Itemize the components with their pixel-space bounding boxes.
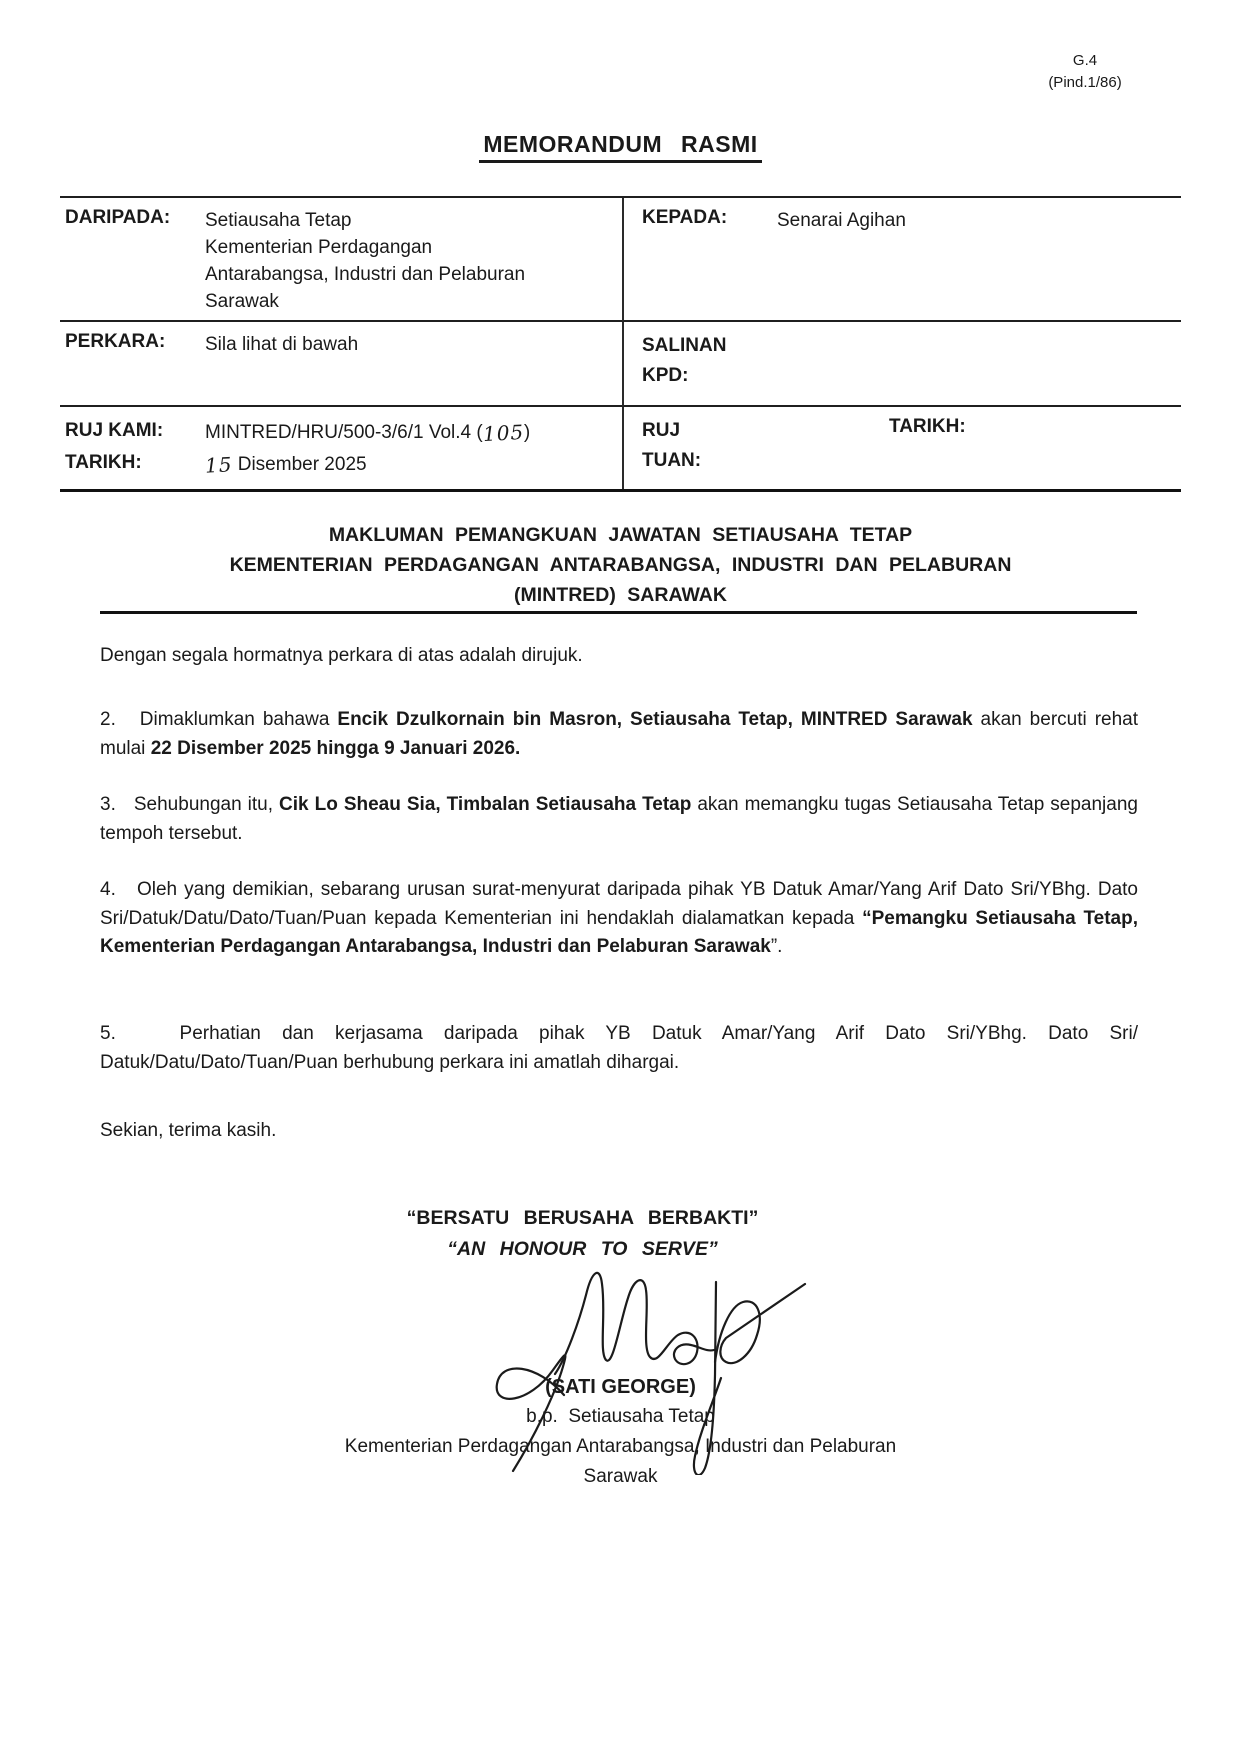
paragraph-2-bold: 22 Disember 2025 hingga 9 Januari 2026. — [150, 737, 521, 759]
cell-salinan-kpd — [622, 322, 1181, 407]
cell-ruj-tuan — [622, 407, 1181, 489]
paragraph-3 — [100, 791, 1138, 848]
paragraph-2-text: akan bercuti rehat mulai — [100, 709, 1138, 759]
ruj-kami-close-paren: ) — [523, 422, 531, 443]
ruj-kami-printed: MINTRED/HRU/500-3/6/1 Vol.4 ( — [205, 422, 483, 443]
ruj-kami-value — [205, 416, 530, 448]
perkara-value: Sila lihat di bawah — [205, 334, 359, 355]
ruj-tuan-label-line2: TUAN: — [642, 450, 702, 471]
motto — [0, 1203, 1165, 1265]
cell-daripada — [60, 198, 622, 322]
table-row-daripada-kepada — [60, 198, 1181, 322]
signed-for: b.p. Setiausaha Tetap — [526, 1406, 715, 1427]
paragraph-2-text: 2. Dimaklumkan bahawa — [100, 709, 338, 730]
daripada-line: Setiausaha Tetap — [205, 210, 352, 231]
daripada-line: Antarabangsa, Industri dan Pelaburan — [205, 264, 526, 285]
memo-header-table — [60, 196, 1181, 492]
subject-line: (MINTRED) SARAWAK — [514, 584, 727, 606]
document-title-wrap — [0, 131, 1241, 163]
org-line: Kementerian Perdagangan Antarabangsa, Industri dan Pelaburan — [344, 1436, 897, 1457]
paragraph-2-bold: Encik Dzulkornain bin Masron, Setiausaha Tetap, MINTRED Sarawak — [337, 709, 973, 730]
cell-perkara — [60, 322, 622, 407]
kepada-label: KEPADA: — [642, 207, 728, 228]
table-row-ruj-tarikh — [60, 407, 1181, 489]
daripada-line: Kementerian Perdagangan — [205, 237, 433, 258]
paragraph-4-text: 4. Oleh yang demikian, sebarang urusan surat-menyurat daripada pihak YB Datuk Amar/Yang Arif Dato Sri/YBhg. Dato Sri/Datuk/Datu/Dato/Tuan/Puan kepada Kementerian ini hendaklah dialamatkan kepada — [100, 879, 1138, 929]
motto-line-malay: “BERSATU BERUSAHA BERBAKTI” — [406, 1207, 759, 1229]
paragraph-4-bold: “Pemangku Setiausaha Tetap, Kementerian Perdagangan Antarabangsa, Industri dan Pelaburan Sarawak — [100, 907, 1138, 957]
subject-heading — [0, 520, 1241, 610]
cell-kepada — [622, 198, 1181, 322]
subject-line: MAKLUMAN PEMANGKUAN JAWATAN SETIAUSAHA TETAP — [328, 524, 913, 546]
cell-ruj-kami-tarikh — [60, 407, 622, 489]
salinan-label-line1: SALINAN — [642, 335, 727, 356]
paragraph-5: 5. Perhatian dan kerjasama daripada pihak YB Datuk Amar/Yang Arif Dato Sri/YBhg. Dato Sri/ Datuk/Datu/Dato/Tuan/Puan berhubung perkara ini amatlah dihargai. — [100, 1023, 1138, 1073]
form-revision: (Pind.1/86) — [1048, 74, 1122, 91]
subject-underline — [100, 611, 1137, 614]
perkara-label: PERKARA: — [65, 331, 166, 352]
paragraph-2 — [100, 706, 1138, 763]
salinan-label-line2: KPD: — [642, 365, 689, 386]
form-reference — [980, 50, 1190, 94]
ruj-kami-handwritten-number: 105 — [482, 419, 525, 447]
paragraph-3-bold: Cik Lo Sheau Sia, Timbalan Setiausaha Tetap — [279, 794, 692, 815]
paragraph-closing: Sekian, terima kasih. — [100, 1120, 277, 1141]
tarikh-handwritten-day: 15 — [204, 452, 234, 478]
daripada-value — [205, 207, 525, 315]
signature-icon — [467, 1260, 812, 1475]
org-line: Sarawak — [583, 1466, 658, 1487]
tarikh-label: TARIKH: — [65, 452, 142, 473]
document-title: MEMORANDUM RASMI — [479, 131, 761, 163]
ruj-kami-label: RUJ KAMI: — [65, 420, 164, 441]
paragraph-salutation: Dengan segala hormatnya perkara di atas adalah dirujuk. — [100, 645, 583, 666]
subject-line: KEMENTERIAN PERDAGANGAN ANTARABANGSA, INDUSTRI DAN PELABURAN — [229, 554, 1012, 576]
motto-line-english: “AN HONOUR TO SERVE” — [447, 1238, 718, 1260]
paragraph-3-text: akan memangku tugas Setiausaha Tetap sepanjang tempoh tersebut. — [100, 794, 1138, 844]
kepada-value: Senarai Agihan — [777, 210, 906, 231]
tarikh-value — [205, 448, 367, 480]
signatory-name: (SATI GEORGE) — [545, 1376, 696, 1398]
tarikh-tuan-label: TARIKH: — [889, 416, 966, 437]
paragraph-3-text: 3. Sehubungan itu, — [100, 794, 280, 815]
paragraph-4 — [100, 876, 1138, 962]
daripada-line: Sarawak — [205, 291, 279, 312]
form-code: G.4 — [1072, 52, 1098, 69]
ruj-tuan-label-line1: RUJ — [642, 420, 681, 441]
table-row-perkara-salinan — [60, 322, 1181, 407]
paragraph-4-text: ”. — [770, 936, 783, 957]
tarikh-printed: Disember 2025 — [232, 454, 367, 475]
daripada-label: DARIPADA: — [65, 207, 171, 228]
